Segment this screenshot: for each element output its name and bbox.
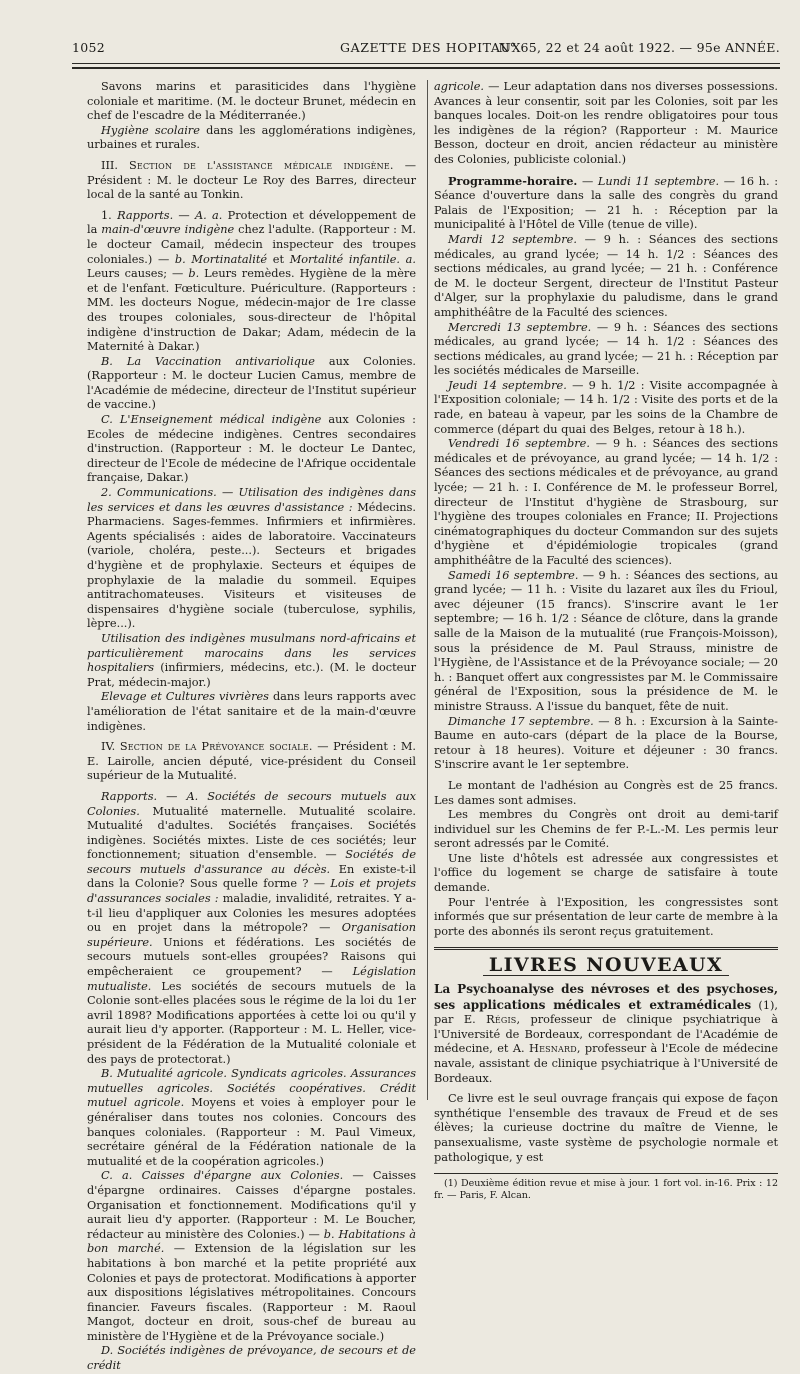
paragraph: 1. Rapports. — A. a. Protection et développement de la main-d'œuvre indigène chez l'adulte. (Rapporteur : M. le docteur Camail, médecin inspecteur des troupes coloniales.) — b. Mortinatalité et Mortalité infantile. a. Leurs causes; — b. Leurs remèdes. Hygiène de la mère et de l'enfant. Fœticulture. Puériculture. (Rapporteurs : MM. les docteurs Nogue, médecin-major de 1re classe des troupes coloniales, sous-directeur de l'hôpital indigène d'instruction de Dakar; Adam, médecin de la Maternité à Dakar.) xyxy=(87,208,417,354)
book-title: La Psychoanalyse des névroses et des psychoses, ses applications médicales et extramédicales xyxy=(434,982,778,1012)
left-column xyxy=(87,80,416,1374)
paragraph: Ce livre est le seul ouvrage français qui expose de façon synthétique l'ensemble des travaux de Freud et de ses élèves; la curieuse doctrine du maître de Vienne, le pansexualisme, vaste système de psychologie normale et pathologique, y est xyxy=(434,1092,778,1164)
paragraph: Samedi 16 septembre. — 9 h. : Séances des sections, au grand lycée; — 11 h. : Visite du lazaret aux îles du Frioul, avec déjeuner (15 francs). S'inscrire avant le 1er septembre; — 16 h. 1/2 : Séance de clôture, dans la grande salle de la Maison de la mutualité (rue François-Moisson), sous la présidence de M. Paul Strauss, ministre de l'Hygiène, de l'Assistance et de la Prévoyance sociale; — 20 h. : Banquet offert aux congressistes par M. le Commissaire général de l'Exposition, sous la présidence de M. le ministre Strauss. A l'issue du banquet, fête de nuit. xyxy=(434,568,778,713)
page-header xyxy=(72,38,780,62)
paragraph: Mercredi 13 septembre. — 9 h. : Séances des sections médicales, au grand lycée; — 14 h. 1/2 : Séances des sections médicales, au grand lycée; — 21 h. : Réception par les sociétés médicales de Marseille. xyxy=(434,320,779,378)
paragraph: Mardi 12 septembre. — 9 h. : Séances des sections médicales, au grand lycée; — 14 h. 1/2 : Séances des sections médicales, au grand lycée; — 21 h. : Conférence de M. le docteur Sergent, directeur de l'Institut Pasteur d'Alger, sur la prophylaxie du paludisme, dans le grand amphithéâtre de la Faculté des sciences. xyxy=(434,232,779,319)
section-title-livres-nouveaux: LIVRES NOUVEAUX xyxy=(434,947,778,976)
paragraph: 2. Communications. — Utilisation des indigènes dans les services et dans les œuvres d'assistance : Médecins. Pharmaciens. Sages-femmes. Infirmiers et infirmières. Agents spécialisés : aides de laboratoire. Vaccinateurs (variole, choléra, peste...). Secteurs et brigades d'hygiène et de prophylaxie. Secteurs et équipes de prophylaxie de la maladie du sommeil. Equipes antitrachomateuses. Visiteurs et visiteuses de dispensaires d'hygiène sociale (tuberculose, syphilis, lèpre...). xyxy=(87,486,416,631)
book-entry: La Psychoanalyse des névroses et des psychoses, ses applications médicales et extramédicales (1), par E. Régis, professeur de clinique psychiatrique à l'Université de Bordeaux, correspondant de l'Académie de médecine, et A. Hesnard, professeur à l'Ecole de médecine navale, assistant de clinique psychiatrique à l'Université de Bordeaux. xyxy=(434,982,779,1085)
paragraph: C. L'Enseignement médical indigène aux Colonies : Ecoles de médecine indigènes. Centres secondaires d'instruction. (Rapporteur : M. le docteur Le Dantec, directeur de l'Ecole de médecine de l'Afrique occidentale française, Dakar.) xyxy=(87,413,416,485)
paragraph: Les membres du Congrès ont droit au demi-tarif individuel sur les Chemins de fer P.-L.-M. Les permis leur seront adressés par le Comité. xyxy=(434,808,778,851)
header-rule-bottom xyxy=(72,67,780,69)
book-author: Hesnard xyxy=(529,1042,577,1056)
paragraph: Rapports. — A. Sociétés de secours mutuels aux Colonies. Mutualité maternelle. Mutualité scolaire. Mutualité d'adultes. Sociétés françaises. Sociétés indigènes. Sociétés mixtes. Liste de ces sociétés; leur fonctionnement; situation d'ensemble. — Sociétés de secours mutuels d'assurance au décès. En existe-t-il dans la Colonie? Sous quelle forme ? — Lois et projets d'assurances sociales : maladie, invalidité, retraites. Y a-t-il lieu d'appliquer aux Colonies les mesures adoptées ou en projet dans la métropole? — Organisation supérieure. Unions et fédérations. Les sociétés de secours mutuels sont-elles groupées? Raisons qui empêcheraient ce groupement? — Législation mutualiste. Les sociétés de secours mutuels de la Colonie sont-elles placées sous le régime de la loi du 1er avril 1898? Modifications apportées à cette loi ou qu'il y aurait lieu d'y apporter. (Rapporteur : M. L. Heller, vice-président de la Fédération de la Mutualité coloniale et des pays de protectorat.) xyxy=(87,789,417,1066)
paragraph: B. Mutualité agricole. Syndicats agricoles. Assurances mutuelles agricoles. Sociétés coopératives. Crédit mutuel agricole. Moyens et voies à employer pour le généraliser dans toutes nos colonies. Concours des banques coloniales. (Rapporteur : M. Paul Vimeux, secrétaire général de la Fédération nationale de la mutualité et de la coopération agricoles.) xyxy=(87,1067,416,1168)
issue-info: N° 65, 22 et 24 août 1922. — 95e ANNÉE. xyxy=(498,40,780,55)
paragraph: Le montant de l'adhésion au Congrès est de 25 francs. Les dames sont admises. xyxy=(434,778,778,807)
paragraph: Utilisation des indigènes musulmans nord-africains et particulièrement marocains dans les services hospitaliers (infirmiers, médecins, etc.). (M. le docteur Prat, médecin-major.) xyxy=(87,631,416,689)
paragraph: Jeudi 14 septembre. — 9 h. 1/2 : Visite accompagnée à l'Exposition coloniale; — 14 h. 1/2 : Visite des ports et de la rade, en bateau à vapeur, par les soins de la Chambre de commerce (départ du quai des Belges, retour à 18 h.). xyxy=(434,378,778,436)
programme-heading: Programme-horaire. — Lundi 11 septembre. — 16 h. : Séance d'ouverture dans la salle des congrès du grand Palais de l'Exposition; — 21 h. : Réception par la municipalité à l'Hôtel de Ville (tenue de ville). xyxy=(434,173,778,232)
page-number: 1052 xyxy=(72,40,106,55)
paragraph: Une liste d'hôtels est adressée aux congressistes et l'office du logement se charge de satisfaire à toute demande. xyxy=(434,851,778,895)
footnote: (1) Deuxième édition revue et mise à jour. 1 fort vol. in-16. Prix : 12 fr. — Paris, F. Alcan. xyxy=(434,1178,778,1202)
paragraph: Savons marins et parasiticides dans l'hygiène coloniale et maritime. (M. le docteur Brunet, médecin en chef de l'escadre de la Méditerranée.) xyxy=(87,80,416,123)
paragraph: agricole. — Leur adaptation dans nos diverses possessions. Avances à leur consentir, soit par les Colonies, soit par les banques locales. Doit-on les rendre obligatoires pour tous les indigènes de la région? (Rapporteur : M. Maurice Besson, docteur en droit, ancien rédacteur au ministère des Colonies, publiciste colonial.) xyxy=(434,80,778,166)
paragraph: Pour l'entrée à l'Exposition, les congressistes sont informés que sur présentation de leur carte de membre à la porte des abonnés ils seront reçus gratuitement. xyxy=(434,895,778,938)
right-column xyxy=(434,80,778,1202)
journal-title: GAZETTE DES HOPITAUX xyxy=(340,40,522,55)
section-heading-iv: IV. Section de la Prévoyance sociale. — Président : M. E. Lairolle, ancien député, vice-président du Conseil supérieur de la Mutualité. xyxy=(87,740,416,783)
paragraph: B. La Vaccination antivariolique aux Colonies. (Rapporteur : M. le docteur Lucien Camus, membre de l'Académie de médecine, directeur de l'Institut supérieur de vaccine.) xyxy=(87,354,417,412)
book-author: Régis xyxy=(486,1013,517,1027)
paragraph: Elevage et Cultures vivrières dans leurs rapports avec l'amélioration de l'état sanitaire et de la main-d'œuvre indigènes. xyxy=(87,690,416,733)
paragraph: C. a. Caisses d'épargne aux Colonies. — Caisses d'épargne ordinaires. Caisses d'épargne postales. Organisation et fonctionnement. Modifications qu'il y aurait lieu d'y apporter. (Rapporteur : M. Le Boucher, rédacteur au ministère des Colonies.) — b. Habitations à bon marché. — Extension de la législation sur les habitations à bon marché et la petite propriété aux Colonies et pays de protectorat. Modifications à apporter aux dispositions législatives métropolitaines. Concours financier. Faveurs fiscales. (Rapporteur : M. Raoul Mangot, docteur en droit, sous-chef de bureau au ministère de l'Hygiène et de la Prévoyance sociale.) xyxy=(87,1169,416,1343)
header-rule-top xyxy=(72,63,780,64)
footnote-rule xyxy=(434,1173,778,1174)
paragraph: Hygiène scolaire dans les agglomérations indigènes, urbaines et rurales. xyxy=(87,123,417,152)
column-divider xyxy=(427,80,428,1100)
paragraph: Dimanche 17 septembre. — 8 h. : Excursion à la Sainte-Baume en auto-cars (départ de la place de la Bourse, retour à 18 heures). Voiture et déjeuner : 30 francs. S'inscrire avant le 1er septembre. xyxy=(434,714,778,772)
paragraph: D. Sociétés indigènes de prévoyance, de secours et de crédit xyxy=(87,1344,416,1373)
paragraph: Vendredi 16 septembre. — 9 h. : Séances des sections médicales et de prévoyance, au grand lycée; — 14 h. 1/2 : Séances des sections médicales et de prévoyance, au grand lycée; — 21 h. : I. Conférence de M. le professeur Borrel, directeur de l'Institut d'hygiène de Strasbourg, sur l'hygiène des troupes coloniales en France; II. Projections cinématographiques du docteur Commandon sur des sujets d'hygiène et d'épidémiologie tropicales (grand amphithéâtre de la Faculté des sciences). xyxy=(434,437,778,567)
section-heading-iii: III. Section de l'assistance médicale indigène. — Président : M. le docteur Le Roy des Barres, directeur local de la santé au Tonkin. xyxy=(87,158,417,202)
